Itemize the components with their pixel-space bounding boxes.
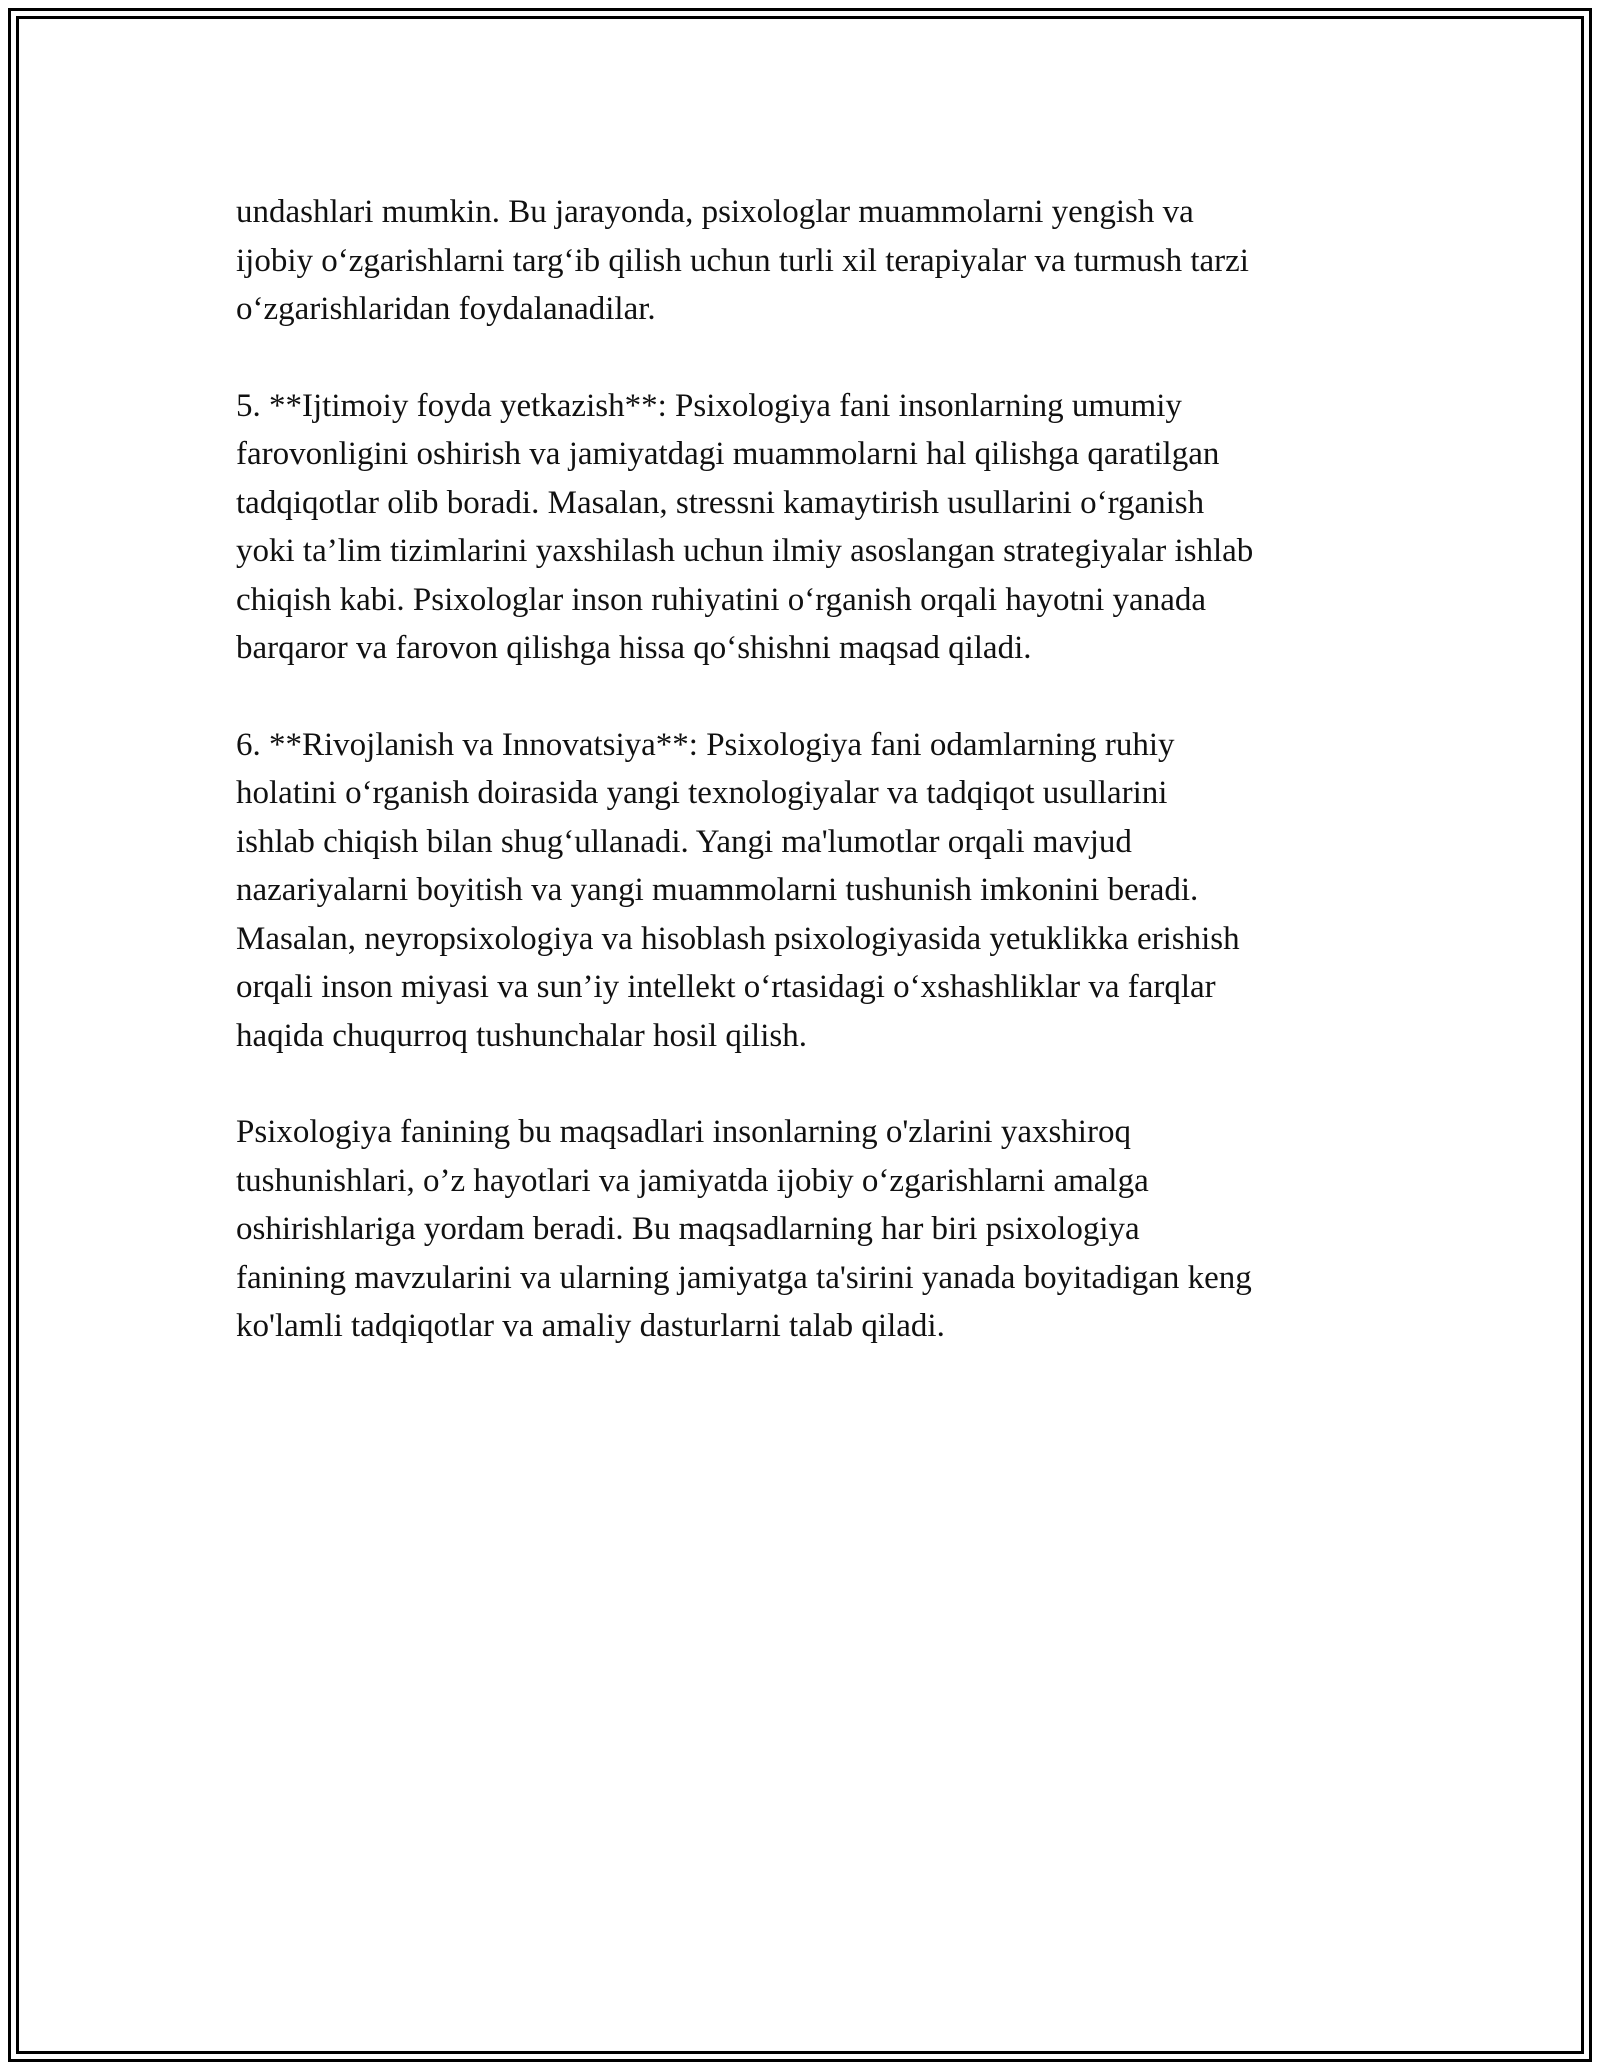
text-line: orqali inson miyasi va sun’iy intellekt o‘rtasidagi o‘xshashliklar va farqlar	[236, 969, 1216, 1005]
text-line: tadqiqotlar olib boradi. Masalan, stressni kamaytirish usullarini o‘rganish	[236, 484, 1205, 521]
text-line: undashlari mumkin. Bu jarayonda, psixologlar muammolarni yengish va	[236, 194, 1194, 230]
text-line: haqida chuqurroq tushunchalar hosil qilish.	[236, 1017, 807, 1054]
text-line: barqaror va farovon qilishga hissa qo‘shishni maqsad qiladi.	[236, 630, 1032, 666]
text-line: ko'lamli tadqiqotlar va amaliy dasturlarni talab qiladi.	[236, 1308, 945, 1344]
text-line: chiqish kabi. Psixologlar inson ruhiyatini o‘rganish orqali hayotni yanada	[236, 581, 1206, 618]
text-line: fanining mavzularini va ularning jamiyatga ta'sirini yanada boyitadigan keng	[236, 1259, 1252, 1296]
text-line: yoki ta’lim tizimlarini yaxshilash uchun ilmiy asoslangan strategiyalar ishlab	[236, 533, 1254, 569]
text-line: ishlab chiqish bilan shug‘ullanadi. Yangi ma'lumotlar orqali mavjud	[236, 823, 1132, 860]
text-line: tushunishlari, o’z hayotlari va jamiyatda ijobiy o‘zgarishlarni amalga	[236, 1162, 1149, 1199]
text-line: o‘zgarishlaridan foydalanadilar.	[236, 291, 656, 327]
text-line: 5. **Ijtimoiy foyda yetkazish**: Psixologiya fani insonlarning umumiy	[236, 387, 1182, 424]
paragraph-item-6	[236, 721, 1396, 1061]
text-line: farovonligini oshirish va jamiyatdagi muammolarni hal qilishga qaratilgan	[236, 436, 1220, 472]
text-line: Masalan, neyropsixologiya va hisoblash psixologiyasida yetuklikka erishish	[236, 920, 1240, 957]
text-line: holatini o‘rganish doirasida yangi texnologiyalar va tadqiqot usullarini	[236, 775, 1168, 811]
paragraph-continuation	[236, 188, 1396, 334]
paragraph-conclusion	[236, 1108, 1396, 1351]
text-line: ijobiy o‘zgarishlarni targ‘ib qilish uchun turli xil terapiyalar va turmush tarzi	[236, 242, 1249, 279]
text-line: 6. **Rivojlanish va Innovatsiya**: Psixologiya fani odamlarning ruhiy	[236, 726, 1175, 763]
text-line: nazariyalarni boyitish va yangi muammolarni tushunish imkonini beradi.	[236, 872, 1199, 908]
text-line: Psixologiya fanining bu maqsadlari insonlarning o'zlarini yaxshiroq	[236, 1114, 1131, 1150]
text-line: oshirishlariga yordam beradi. Bu maqsadlarning har biri psixologiya	[236, 1211, 1140, 1247]
document-body	[236, 188, 1396, 1399]
paragraph-item-5	[236, 382, 1396, 673]
